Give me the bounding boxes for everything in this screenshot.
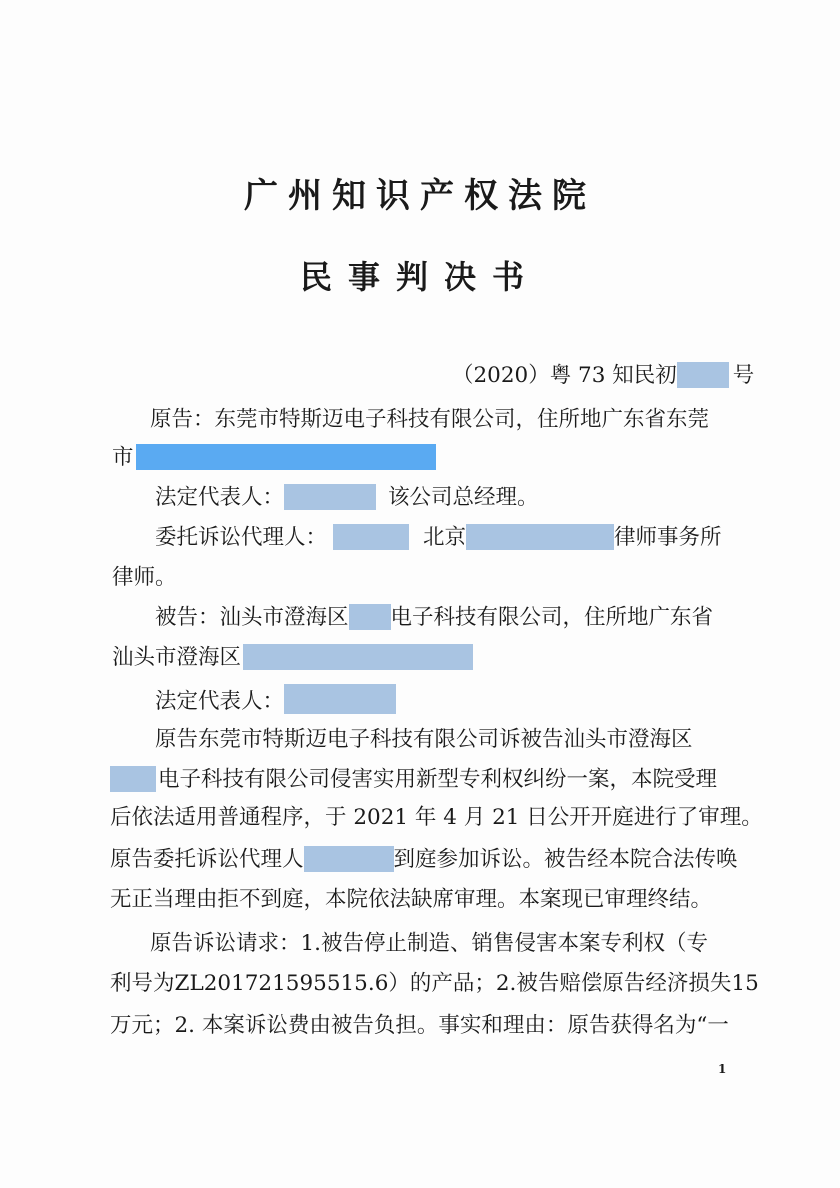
redacted-block xyxy=(110,766,156,792)
redacted-block xyxy=(349,604,391,630)
defendant-line-1-suffix: 电子科技有限公司，住所地广东省 xyxy=(390,605,714,630)
defendant-representative xyxy=(155,684,396,716)
redacted-block xyxy=(304,846,394,872)
paragraph-2-line-1: 原告诉讼请求：1.被告停止制造、销售侵害本案专利权（专 xyxy=(150,931,709,956)
redacted-block xyxy=(136,444,436,470)
plaintiff-agent-suffix: 律师事务所 xyxy=(614,525,722,550)
paragraph-1-line-1: 原告东莞市特斯迈电子科技有限公司诉被告汕头市澄海区 xyxy=(155,727,693,752)
plaintiff-line-2 xyxy=(112,444,436,472)
case-number xyxy=(452,362,754,390)
paragraph-2-line-2: 利号为ZL201721595515.6）的产品；2.被告赔偿原告经济损失15 xyxy=(110,971,759,996)
case-number-prefix: （2020）粤 73 知民初 xyxy=(452,363,677,388)
plaintiff-line-2-prefix: 市 xyxy=(112,445,134,470)
paragraph-1-line-4-prefix: 原告委托诉讼代理人 xyxy=(110,847,304,872)
paragraph-1-line-2 xyxy=(110,766,717,794)
plaintiff-agent-mid: 北京 xyxy=(423,525,467,550)
redacted-block xyxy=(333,524,409,550)
defendant-rep-label: 法定代表人： xyxy=(155,689,285,714)
case-number-suffix: 号 xyxy=(732,363,755,388)
redacted-block xyxy=(243,644,473,670)
paragraph-1-line-2-text: 电子科技有限公司侵害实用新型专利权纠纷一案，本院受理 xyxy=(158,767,718,792)
paragraph-1-line-5: 无正当理由拒不到庭，本院依法缺席审理。本案现已审理终结。 xyxy=(110,887,713,912)
page-number: 1 xyxy=(718,1062,727,1076)
paragraph-1-line-3: 后依法适用普通程序，于 2021 年 4 月 21 日公开开庭进行了审理。 xyxy=(110,805,763,830)
defendant-line-2-prefix: 汕头市澄海区 xyxy=(112,645,242,670)
defendant-line-1 xyxy=(155,604,713,632)
document-type-heading: 民事判决书 xyxy=(299,258,540,296)
redacted-block xyxy=(284,484,376,510)
defendant-line-2 xyxy=(112,644,473,672)
plaintiff-line-1: 原告：东莞市特斯迈电子科技有限公司，住所地广东省东莞 xyxy=(150,407,710,432)
redacted-block xyxy=(677,362,729,388)
redacted-block xyxy=(466,524,614,550)
paragraph-1-line-4-suffix: 到庭参加诉讼。被告经本院合法传唤 xyxy=(393,847,738,872)
plaintiff-rep-suffix: 该公司总经理。 xyxy=(388,485,539,510)
plaintiff-agent-line-2: 律师。 xyxy=(112,565,177,590)
defendant-line-1-prefix: 被告：汕头市澄海区 xyxy=(155,605,349,630)
court-name-heading: 广州知识产权法院 xyxy=(244,176,596,216)
paragraph-1-line-4 xyxy=(110,846,738,874)
plaintiff-rep-label: 法定代表人： xyxy=(155,485,285,510)
redacted-block xyxy=(284,684,396,714)
plaintiff-agent-label: 委托诉讼代理人： xyxy=(155,525,328,550)
paragraph-2-line-3: 万元；2. 本案诉讼费由被告负担。事实和理由：原告获得名为“一 xyxy=(110,1013,729,1038)
plaintiff-representative xyxy=(155,484,539,512)
plaintiff-agent xyxy=(155,524,722,552)
